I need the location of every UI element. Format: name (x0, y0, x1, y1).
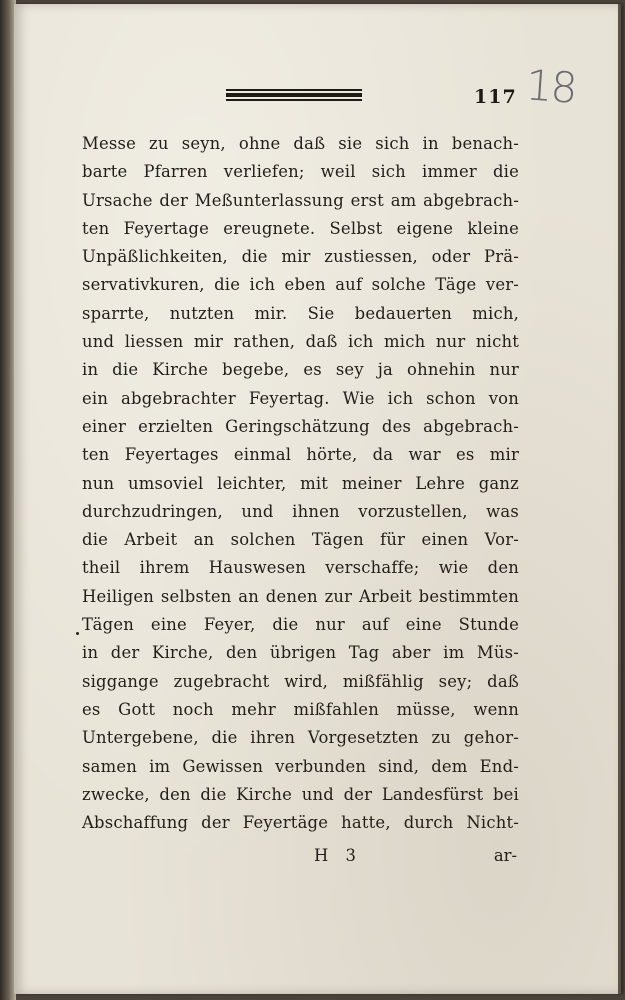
text-line: servativkuren, die ich eben auf solche Täge ver- (82, 275, 519, 295)
text-line: in der Kirche, den übrigen Tag aber im Müs- (82, 643, 519, 663)
text-line: durchzudringen, und ihnen vorzustellen, was (82, 501, 519, 521)
handwritten-margin-note: 18 (524, 60, 578, 113)
text-line: sparrte, nutzten mir. Sie bedauerten mich, (82, 303, 519, 323)
text-line: es Gott noch mehr mißfahlen müsse, wenn (82, 699, 519, 719)
text-line: zwecke, den die Kirche und der Landesfürst bei (82, 784, 519, 804)
text-line: Abschaffung der Feyertäge hatte, durch Nicht- (82, 813, 519, 833)
header-rule (226, 89, 362, 101)
text-line: samen im Gewissen verbunden sind, dem End- (82, 756, 519, 776)
signature-mark: H 3 (314, 846, 362, 865)
ink-speck (76, 632, 79, 635)
text-line: barte Pfarren verliefen; weil sich immer die (82, 162, 519, 182)
page-number: 117 (474, 86, 517, 108)
catchword: ar- (493, 846, 517, 865)
text-line: ten Feyertages einmal hörte, da war es mir (82, 445, 519, 465)
text-line: einer erzielten Geringschätzung des abgebrach- (82, 416, 519, 436)
text-line: theil ihrem Hauswesen verschaffe; wie den (82, 558, 519, 578)
text-line: siggange zugebracht wird, mißfählig sey; daß (82, 671, 519, 691)
text-line: und liessen mir rathen, daß ich mich nur nicht (82, 332, 519, 352)
text-line: Untergebene, die ihren Vorgesetzten zu gehor- (82, 728, 519, 748)
text-line: die Arbeit an solchen Tägen für einen Vor- (82, 530, 519, 550)
text-line: Unpäßlichkeiten, die mir zustiessen, oder Prä- (82, 247, 519, 267)
text-line: Tägen eine Feyer, die nur auf eine Stunde (82, 615, 519, 635)
text-line: nun umsoviel leichter, mit meiner Lehre ganz (82, 473, 519, 493)
text-line: Ursache der Meßunterlassung erst am abgebrach- (82, 190, 519, 210)
text-line: ten Feyertage ereugnete. Selbst eigene kleine (82, 218, 519, 238)
page-footer (82, 846, 519, 874)
text-line: in die Kirche begebe, es sey ja ohnehin nur (82, 360, 519, 380)
text-line: Heiligen selbsten an denen zur Arbeit bestimmten (82, 586, 519, 606)
book-page (14, 4, 621, 994)
text-line: Messe zu seyn, ohne daß sie sich in benach- (82, 134, 519, 153)
body-text (82, 130, 519, 837)
text-line: ein abgebrachter Feyertag. Wie ich schon von (82, 388, 519, 408)
